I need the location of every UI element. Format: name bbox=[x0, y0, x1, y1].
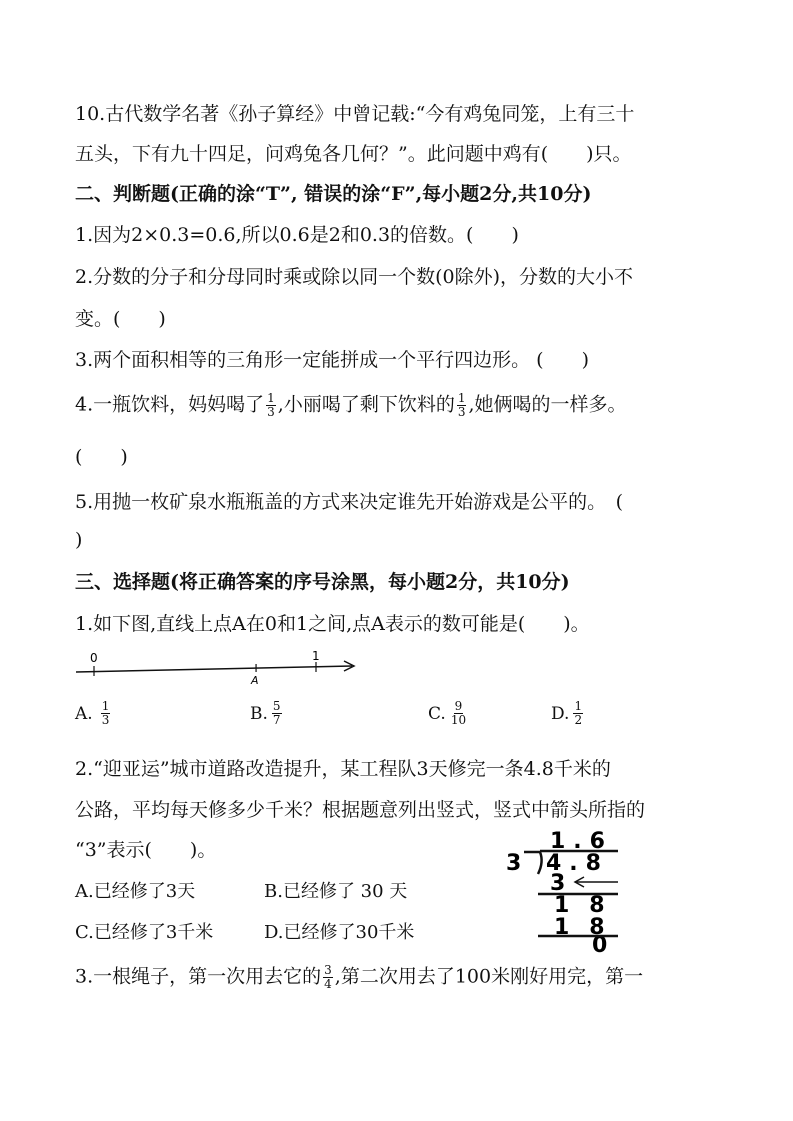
fraction-numerator: 1 bbox=[574, 699, 583, 713]
option-fraction bbox=[272, 700, 282, 727]
s3-q2-line3: “3”表示( )。 bbox=[75, 839, 217, 861]
division-bracket bbox=[524, 852, 542, 874]
division-step3: 18 bbox=[554, 915, 625, 940]
label-1: 1 bbox=[312, 649, 320, 663]
long-division-figure bbox=[500, 826, 640, 954]
option-fraction bbox=[101, 700, 111, 727]
fraction-numerator: 9 bbox=[454, 699, 463, 713]
s2-q2-line1: 2.分数的分子和分母同时乘或除以同一个数(0除外)，分数的大小不 bbox=[75, 266, 634, 288]
s3-q2-option-b[interactable]: B.已经修了 30 天 bbox=[264, 881, 408, 902]
q10-line1: 10.古代数学名著《孙子算经》中曾记载:“今有鸡兔同笼，上有三十 bbox=[75, 103, 635, 125]
s3-q3 bbox=[75, 964, 643, 991]
s3-q2-option-c[interactable]: C.已经修了3千米 bbox=[75, 922, 214, 943]
fraction-denominator: 2 bbox=[574, 713, 583, 727]
fraction-denominator: 7 bbox=[272, 713, 281, 727]
s3-q1-option-a[interactable] bbox=[75, 700, 112, 727]
s3-q3-text-a: 3.一根绳子，第一次用去它的 bbox=[75, 965, 322, 988]
s3-q3-text-b: ,第二次用去了100米刚好用完，第一 bbox=[334, 965, 644, 988]
fraction-denominator: 3 bbox=[267, 405, 275, 419]
division-remainder: 0 bbox=[592, 933, 608, 954]
option-label: A. bbox=[75, 703, 93, 724]
section3-heading: 三、选择题(将正确答案的序号涂黑，每小题2分，共10分) bbox=[75, 571, 570, 593]
s3-q1-option-b[interactable] bbox=[250, 700, 284, 727]
s3-q1: 1.如下图,直线上点A在0和1之间,点A表示的数可能是( )。 bbox=[75, 613, 590, 635]
s3-q2-option-d[interactable]: D.已经修了30千米 bbox=[264, 922, 415, 943]
s2-q4-line2: ( ) bbox=[75, 446, 128, 468]
section2-heading: 二、判断题(正确的涂“T”, 错误的涂“F”,每小题2分,共10分) bbox=[75, 183, 592, 205]
s2-q5-line2: ) bbox=[75, 529, 83, 551]
option-label: D. bbox=[551, 703, 570, 724]
division-step2: 18 bbox=[554, 893, 625, 918]
s2-q2-line2: 变。( ) bbox=[75, 308, 166, 330]
s3-q2-line2: 公路，平均每天修多少千米？根据题意列出竖式，竖式中箭头所指的 bbox=[75, 799, 646, 821]
s2-q3: 3.两个面积相等的三角形一定能拼成一个平行四边形。 ( ) bbox=[75, 349, 589, 371]
s3-q3-fraction bbox=[323, 964, 333, 991]
option-fraction bbox=[573, 700, 583, 727]
division-step1: 3 bbox=[550, 871, 566, 896]
s2-q4 bbox=[75, 392, 627, 419]
fraction-numerator: 5 bbox=[272, 699, 281, 713]
s2-q4-text-b: ,小丽喝了剩下饮料的 bbox=[277, 393, 455, 416]
s2-q4-text-c: ,她俩喝的一样多。 bbox=[468, 393, 627, 416]
s2-q4-text-a: 4.一瓶饮料，妈妈喝了 bbox=[75, 393, 265, 416]
fraction-numerator: 3 bbox=[324, 963, 332, 977]
option-label: B. bbox=[250, 703, 268, 724]
s3-q2-line1: 2.“迎亚运”城市道路改造提升，某工程队3天修完一条4.8千米的 bbox=[75, 758, 611, 780]
q10-line2: 五头，下有九十四足，问鸡兔各几何？”。此问题中鸡有( )只。 bbox=[75, 143, 632, 165]
s2-q1: 1.因为2×0.3=0.6,所以0.6是2和0.3的倍数。( ) bbox=[75, 224, 519, 246]
option-label: C. bbox=[428, 703, 446, 724]
fraction-numerator: 1 bbox=[267, 391, 275, 405]
s3-q1-option-c[interactable] bbox=[428, 700, 469, 727]
number-line bbox=[76, 666, 352, 672]
number-line-figure bbox=[70, 648, 370, 688]
fraction-denominator: 3 bbox=[101, 713, 110, 727]
s3-q2-option-a[interactable]: A.已经修了3天 bbox=[75, 881, 196, 902]
s2-q4-fraction-2 bbox=[457, 392, 467, 419]
fraction-denominator: 3 bbox=[457, 405, 466, 419]
option-fraction bbox=[450, 700, 467, 727]
fraction-denominator: 4 bbox=[324, 977, 332, 991]
fraction-denominator: 10 bbox=[450, 713, 467, 727]
fraction-numerator: 1 bbox=[101, 699, 110, 713]
label-a: A bbox=[251, 674, 259, 687]
division-divisor: 3 bbox=[506, 851, 522, 876]
division-quotient: 1.6 bbox=[550, 829, 613, 854]
division-dividend: 4.8 bbox=[546, 851, 609, 876]
s3-q1-option-d[interactable] bbox=[551, 700, 585, 727]
fraction-numerator: 1 bbox=[457, 391, 466, 405]
s2-q5-line1: 5.用抛一枚矿泉水瓶瓶盖的方式来决定谁先开始游戏是公平的。 ( bbox=[75, 491, 624, 513]
s2-q4-fraction-1 bbox=[266, 392, 276, 419]
label-0: 0 bbox=[90, 651, 98, 665]
